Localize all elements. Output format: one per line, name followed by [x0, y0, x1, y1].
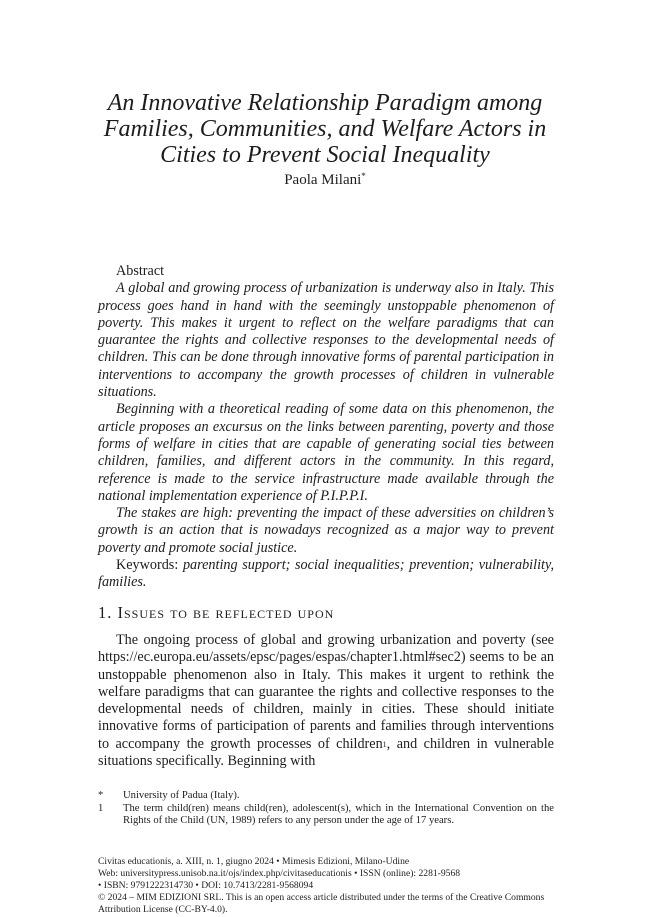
footnote-ref-1: 1	[382, 739, 387, 749]
body-text-main: The ongoing process of global and growing urbanization and poverty (see https://ec.europa.eu/assets/epsc/pages/espas/chapter1.html#sec2) seems to be an unstoppable phenomenon also in Italy. This makes it urgent to rethink the welfare paradigms that can guarantee the rights and collective responses to the developmental needs of children, mainly in cities. These should initiate innovative forms of participation of parents and families through interventions to accompany the growth processes of children	[98, 632, 554, 752]
abstract-paragraph-1: A global and growing process of urbanization is underway also in Italy. This process goes hand in hand with the seemingly unstoppable phenomenon of poverty. This makes it urgent to reflect on the welfare paradigms that can guarantee the rights and collective responses to the developmental needs of children. This can be done through innovative forms of parental participation in interventions to accompany the growth processes of children in vulnerable situations.	[98, 280, 554, 401]
footnote-text: University of Padua (Italy).	[123, 790, 240, 801]
abstract-paragraph-2: Beginning with a theoretical reading of some data on this phenomenon, the article proposes an excursus on the links between parenting, poverty and those forms of welfare in cities that are capable of generating social ties between children, families, and different actors in the community. In this regard, reference is made to the service infrastructure made available through the national implementation experience of P.I.P.P.I.	[98, 401, 554, 504]
abstract-heading: Abstract	[116, 263, 165, 279]
footnote-1	[98, 803, 554, 828]
section-heading	[98, 603, 334, 623]
footnote-affiliation	[98, 790, 554, 803]
body-paragraph	[98, 632, 554, 770]
author-line	[0, 172, 650, 189]
footnote-mark: *	[98, 790, 104, 801]
footnotes	[98, 790, 554, 828]
section-title-text: Issues to be reflected upon	[117, 603, 335, 622]
keywords-line	[98, 557, 554, 592]
imprint-license: © 2024 – MIM EDIZIONI SRL. This is an open access article distributed under the terms of the Creative Commons Attribution License (CC-BY-4.0).	[98, 891, 545, 915]
imprint-web: Web: universitypress.unisob.na.it/ojs/index.php/civitaseducationis • ISSN (online): 2281-9568	[98, 867, 461, 879]
author-name: Paola Milani	[284, 172, 362, 188]
title-line-1: An Innovative Relationship Paradigm among	[107, 90, 543, 116]
title-line-2: Families, Communities, and Welfare Actors in	[103, 116, 547, 142]
keywords-label: Keywords:	[116, 557, 179, 574]
imprint-journal: Civitas educationis, a. XIII, n. 1, giugno 2024 • Mimesis Edizioni, Milano-Udine	[98, 856, 410, 867]
title-line-3: Cities to Prevent Social Inequality	[160, 142, 490, 168]
section-number: 1.	[98, 603, 113, 622]
publication-imprint	[98, 856, 554, 916]
footnote-mark: 1	[98, 802, 104, 814]
article-title	[60, 90, 590, 168]
body-text	[98, 632, 554, 770]
footnote-text: The term child(ren) means child(ren), adolescent(s), which in the International Convention on the Rights of the Child (UN, 1989) refers to any person under the age of 17 years.	[123, 802, 554, 826]
imprint-isbn-doi: • ISBN: 9791222314730 • DOI: 10.7413/2281-9568094	[98, 879, 314, 891]
body-text-continuation: , and children in vulnerable situations specifically. Beginning with	[98, 735, 554, 770]
abstract-paragraph-3: The stakes are high: preventing the impact of these adversities on children’s growth is an action that is nowadays recognized as a major way to prevent poverty and promote social justice.	[98, 505, 554, 556]
keywords-list: parenting support; social inequalities; prevention; vulnerability, families.	[98, 557, 555, 591]
abstract	[98, 263, 554, 592]
author-footnote-mark: *	[361, 171, 366, 181]
